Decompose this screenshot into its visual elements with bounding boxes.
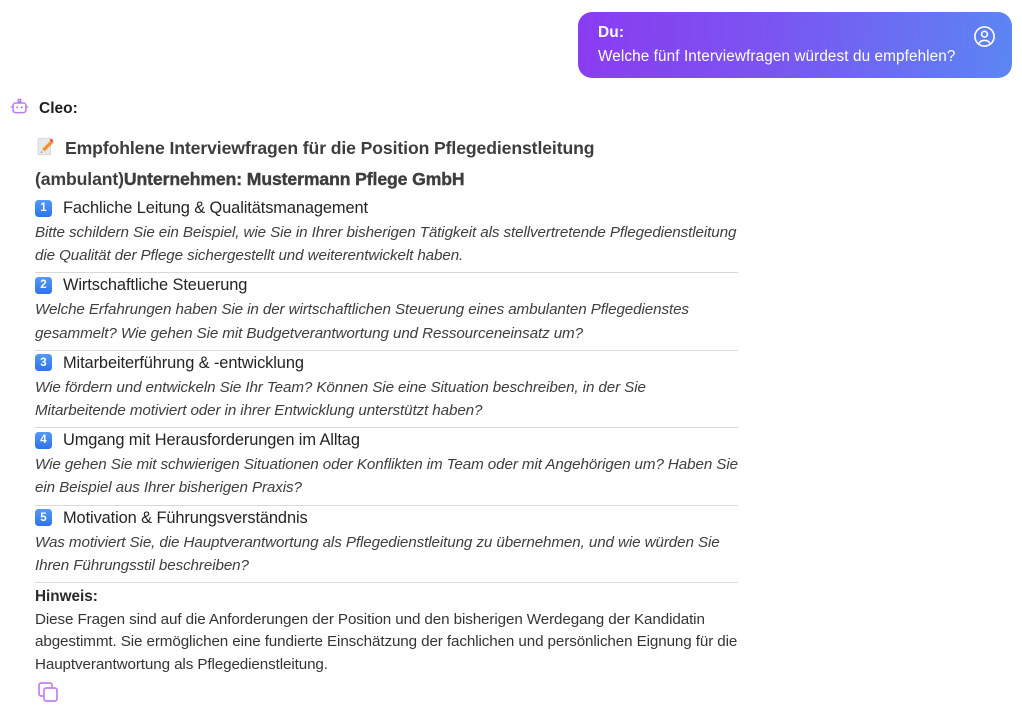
number-badge-icon: 2 bbox=[35, 277, 52, 294]
section-question: Wie gehen Sie mit schwierigen Situationen oder Konflikten im Team oder mit Angehörigen um? Haben Sie ein Beispiel aus Ihrer bisherigen Praxis? bbox=[35, 456, 738, 497]
section-header bbox=[35, 353, 738, 373]
number-badge-icon: 1 bbox=[35, 200, 52, 217]
section-question: Was motiviert Sie, die Hauptverantwortung als Pflegedienstleitung zu übernehmen, und wie würden Sie Ihren Führungsstil beschreiben? bbox=[35, 533, 720, 574]
copy-icon bbox=[36, 692, 60, 707]
section-header bbox=[35, 275, 738, 295]
section-title: Motivation & Führungsverständnis bbox=[63, 508, 308, 527]
user-message-text: Welche fünf Interviewfragen würdest du empfehlen? bbox=[598, 48, 956, 65]
section-header bbox=[35, 508, 738, 528]
divider bbox=[35, 272, 738, 273]
divider bbox=[35, 582, 738, 583]
section-title: Umgang mit Herausforderungen im Alltag bbox=[63, 431, 360, 450]
response-heading-company: Unternehmen: Mustermann Pflege GmbH bbox=[123, 169, 465, 189]
divider bbox=[35, 505, 738, 506]
divider bbox=[35, 350, 738, 351]
assistant-message bbox=[35, 133, 738, 676]
number-badge-icon: 5 bbox=[35, 509, 52, 526]
memo-icon bbox=[35, 136, 56, 157]
user-sender-label: Du: bbox=[598, 24, 625, 41]
note-text: Diese Fragen sind auf die Anforderungen der Position und den bisherigen Werdegang der Kandidatin abgestimmt. Sie ermöglichen eine fundierte Einschätzung der fachlichen und persönlichen Eignung für die Hauptverantwortung als Pflegedienstleitung. bbox=[35, 611, 738, 673]
section-title: Fachliche Leitung & Qualitätsmanagement bbox=[63, 199, 368, 217]
copy-button[interactable] bbox=[35, 680, 61, 706]
user-message-bubble bbox=[578, 12, 1012, 78]
divider bbox=[35, 427, 738, 428]
assistant-sender-row bbox=[9, 96, 78, 122]
assistant-sender-label: Cleo: bbox=[39, 100, 78, 117]
robot-icon bbox=[9, 96, 30, 122]
section-title: Wirtschaftliche Steuerung bbox=[63, 276, 248, 295]
section-header bbox=[35, 198, 738, 218]
section-question: Wie fördern und entwickeln Sie Ihr Team? Können Sie eine Situation beschreiben, in der Sie Mitarbeitende motiviert oder in ihrer Entwicklung unterstützt haben? bbox=[35, 378, 646, 420]
note-label: Hinweis: bbox=[35, 588, 98, 606]
section-title: Mitarbeiterführung & -entwicklung bbox=[63, 353, 304, 372]
section-question: Welche Erfahrungen haben Sie in der wirtschaftlichen Steuerung eines ambulanten Pflegedienstes gesammelt? Wie gehen Sie mit Budgetverantwortung und Ressourceneinsatz um? bbox=[35, 301, 689, 342]
person-circle-icon bbox=[973, 25, 996, 48]
section-header bbox=[35, 430, 738, 450]
section-question: Bitte schildern Sie ein Beispiel, wie Sie in Ihrer bisherigen Tätigkeit als stellvertretende Pflegedienstleitung die Qualität der Pflege sichergestellt und weiterentwickelt haben. bbox=[35, 224, 737, 265]
response-heading bbox=[35, 133, 738, 195]
number-badge-icon: 4 bbox=[35, 432, 52, 449]
number-badge-icon: 3 bbox=[35, 354, 52, 371]
response-heading-title: Empfohlene Interviewfragen für die Position Pflegedienstleitung (ambulant) bbox=[35, 138, 595, 189]
